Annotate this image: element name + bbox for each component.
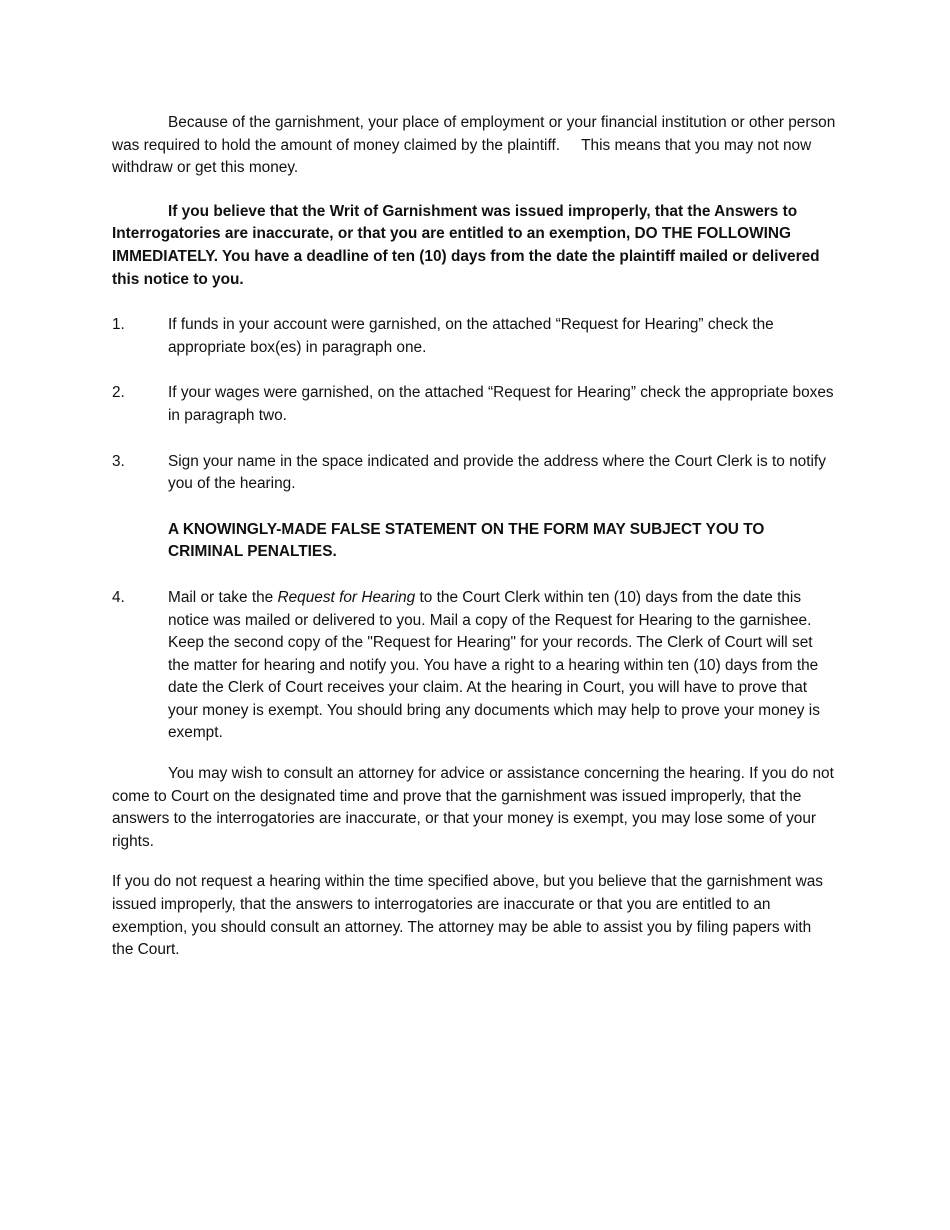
list-item-text bbox=[168, 589, 820, 742]
attorney-advice-paragraph: You may wish to consult an attorney for advice or assistance concerning the hearing. If you do not come to Court on the designated time and prove that the garnishment was issued improperly, that the answers to the interrogatories are inaccurate, or that your money is exempt, you may lose some of your rights. bbox=[112, 765, 834, 850]
intro-paragraph: Because of the garnishment, your place of employment or your financial institution or other person was required to hold the amount of money claimed by the plaintiff. This means that you may not now withdraw or get this money. bbox=[112, 114, 836, 177]
no-hearing-paragraph: If you do not request a hearing within the time specified above, but you believe that the garnishment was issued improperly, that the answers to interrogatories are inaccurate or that you are entitled to an exemption, you should consult an attorney. The attorney may be able to assist you by filing papers with the Court. bbox=[112, 873, 823, 959]
list-item bbox=[112, 587, 836, 745]
list-item bbox=[112, 314, 836, 359]
list-item-number: 2. bbox=[112, 384, 125, 402]
list-item-text: If your wages were garnished, on the attached “Request for Hearing” check the appropriate boxes in paragraph two. bbox=[168, 384, 834, 424]
list-item-text: If funds in your account were garnished, on the attached “Request for Hearing” check the appropriate box(es) in paragraph one. bbox=[168, 316, 774, 356]
list-item bbox=[112, 451, 836, 496]
deadline-notice-paragraph: If you believe that the Writ of Garnishment was issued improperly, that the Answers to Interrogatories are inaccurate, or that you are entitled to an exemption, DO THE FOLLOWING IMMEDIATELY. You have a deadline of ten (10) days from the date the plaintiff mailed or delivered this notice to you. bbox=[112, 202, 820, 288]
list-item-number: 4. bbox=[112, 588, 125, 606]
false-statement-warning: A KNOWINGLY-MADE FALSE STATEMENT ON THE FORM MAY SUBJECT YOU TO CRIMINAL PENALTIES. bbox=[168, 520, 765, 561]
list-item-number: 1. bbox=[112, 316, 125, 334]
list-item-number: 3. bbox=[112, 452, 125, 470]
list-item-text-rest: to the Court Clerk within ten (10) days from the date this notice was mailed or delivered to you. Mail a copy of the Request for Hearing to the garnishee. Keep the second copy of the "Request for Hearing" for your records. The Clerk of Court will set the matter for hearing and notify you. You have a right to a hearing within ten (10) days from the date the Clerk of Court receives your claim. At the hearing in Court, you will have to prove that your money is exempt. You should bring any documents which may help to prove your money is exempt. bbox=[168, 588, 820, 742]
list-item-text: Sign your name in the space indicated and provide the address where the Court Clerk is to notify you of the hearing. bbox=[168, 452, 826, 493]
list-item-text-lead: Mail or take the bbox=[168, 588, 278, 606]
document-page bbox=[112, 112, 836, 962]
list-item bbox=[112, 382, 836, 427]
request-for-hearing-title: Request for Hearing bbox=[277, 588, 416, 606]
